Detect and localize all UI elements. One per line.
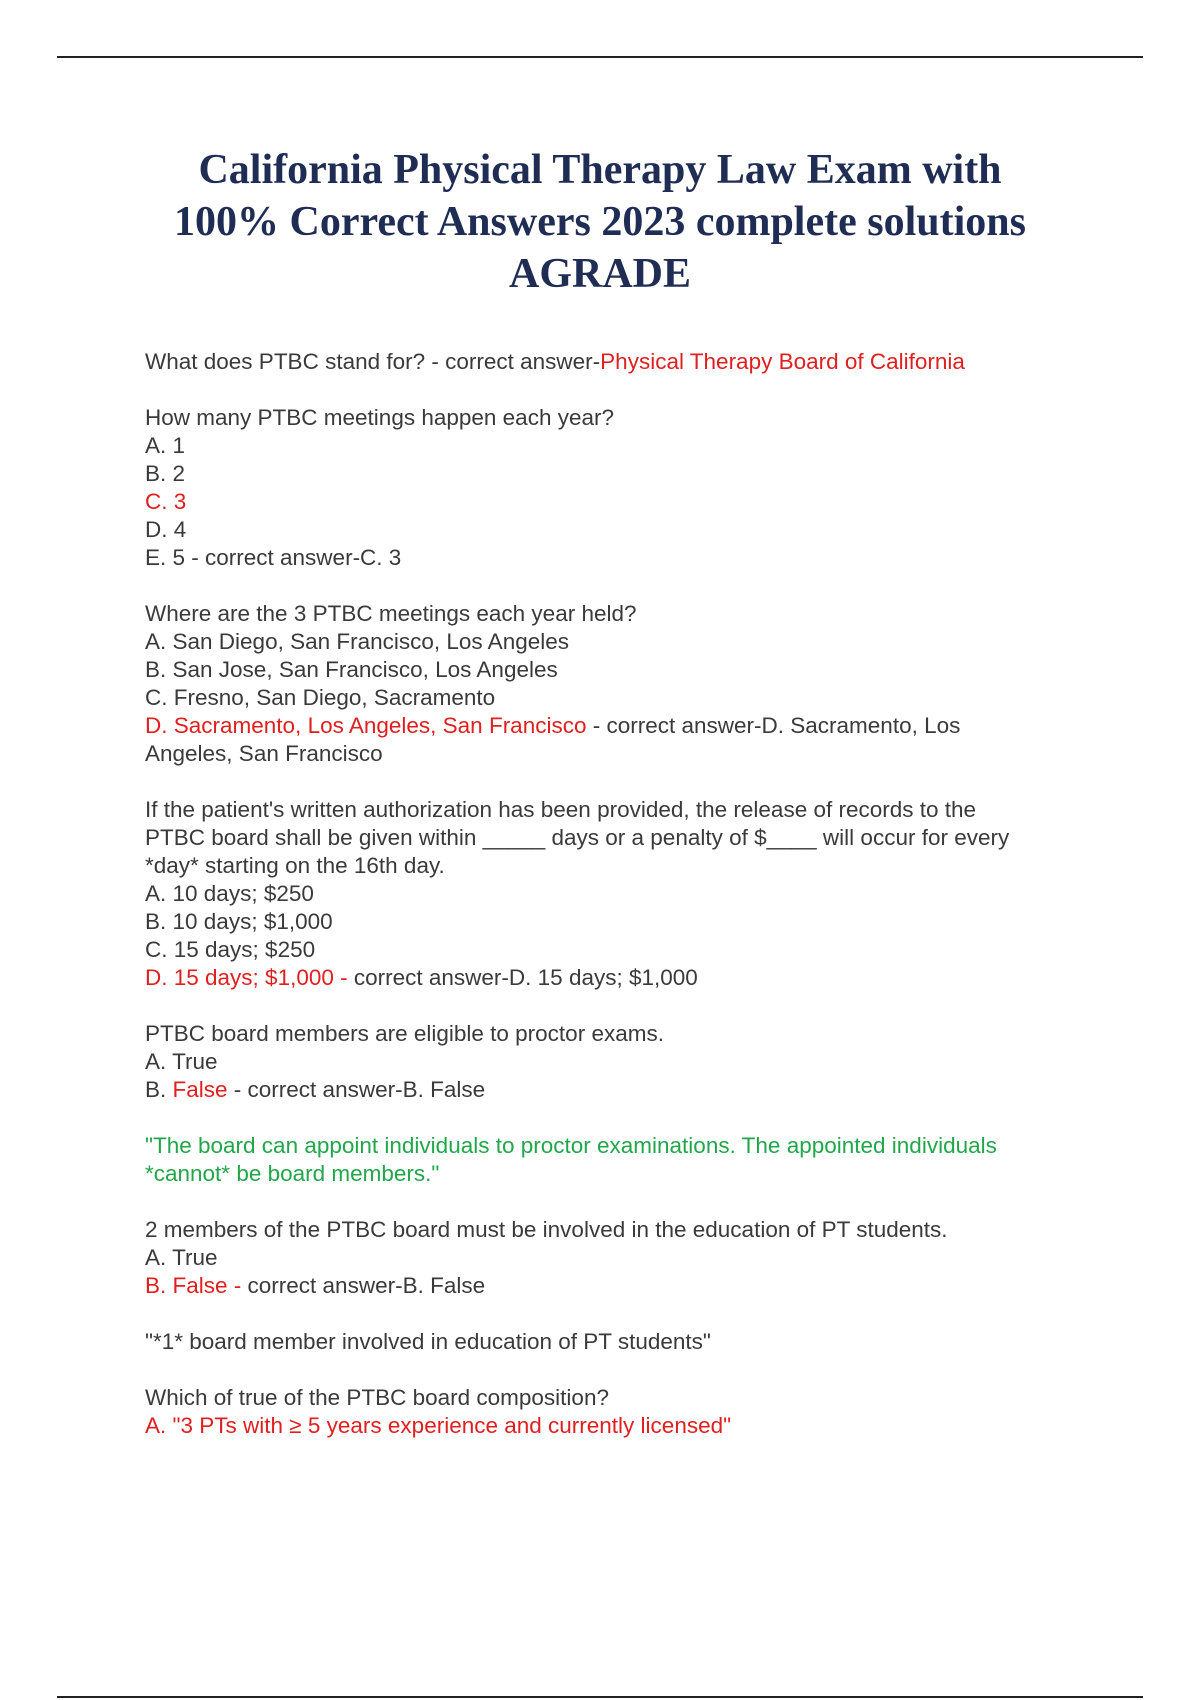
title-line-3: AGRADE [508, 251, 691, 297]
question-text: 2 members of the PTBC board must be involved in the education of PT students. [145, 1217, 948, 1242]
title-line-1: California Physical Therapy Law Exam with [198, 147, 1002, 193]
correct-option: C. 3 [145, 489, 187, 514]
question-block-3 [145, 600, 1085, 768]
option: A. San Diego, San Francisco, Los Angeles [145, 629, 569, 654]
answer-suffix: correct answer-B. False [241, 1273, 486, 1298]
question-text: PTBC board members are eligible to proctor exams. [145, 1021, 664, 1046]
option: A. True [145, 1245, 218, 1270]
question-text: How many PTBC meetings happen each year? [145, 405, 614, 430]
question-line [145, 348, 1085, 376]
note-line: *cannot* be board members." [145, 1161, 440, 1186]
qa-content [145, 348, 1085, 1468]
option: B. 2 [145, 461, 186, 486]
explanation-note-1 [145, 1132, 1085, 1188]
option: C. Fresno, San Diego, Sacramento [145, 685, 496, 710]
correct-option: False [172, 1077, 228, 1102]
answer-suffix: - correct answer-D. Sacramento, Los [586, 713, 961, 738]
option: A. 10 days; $250 [145, 881, 314, 906]
correct-option: B. False - [145, 1273, 242, 1298]
question-text-line: PTBC board shall be given within _____ days or a penalty of $____ will occur for every [145, 825, 1010, 850]
question-block-4 [145, 796, 1085, 992]
question-text: What does PTBC stand for? - correct answer- [145, 349, 601, 374]
correct-option: A. "3 PTs with ≥ 5 years experience and currently licensed" [145, 1413, 732, 1438]
answer-line [145, 1076, 1085, 1104]
answer-suffix: correct answer-D. 15 days; $1,000 [347, 965, 698, 990]
question-block-1 [145, 348, 1085, 376]
question-block-5 [145, 1020, 1085, 1104]
question-block-2 [145, 404, 1085, 572]
document-title [100, 144, 1100, 300]
answer-line [145, 1272, 1085, 1300]
top-rule [57, 56, 1143, 58]
bottom-rule [57, 1696, 1143, 1698]
question-block-7 [145, 1384, 1085, 1440]
answer-line [145, 964, 1085, 992]
explanation-note-2 [145, 1328, 1085, 1356]
option: A. True [145, 1049, 218, 1074]
note-line: "The board can appoint individuals to proctor examinations. The appointed individuals [145, 1133, 997, 1158]
note-line: "*1* board member involved in education of PT students" [145, 1329, 711, 1354]
answer-suffix-continued: Angeles, San Francisco [145, 741, 383, 766]
correct-option: D. Sacramento, Los Angeles, San Francisco [145, 713, 587, 738]
question-text: Where are the 3 PTBC meetings each year held? [145, 601, 637, 626]
question-text-line: If the patient's written authorization has been provided, the release of records to the [145, 797, 977, 822]
option-prefix: B. [145, 1077, 173, 1102]
option: B. San Jose, San Francisco, Los Angeles [145, 657, 558, 682]
option-with-answer: E. 5 - correct answer-C. 3 [145, 545, 402, 570]
answer-line [145, 712, 1085, 740]
title-line-2: 100% Correct Answers 2023 complete solutions [174, 199, 1026, 245]
question-block-6 [145, 1216, 1085, 1300]
option: B. 10 days; $1,000 [145, 909, 333, 934]
option: D. 4 [145, 517, 187, 542]
option: C. 15 days; $250 [145, 937, 316, 962]
correct-answer: Physical Therapy Board of California [600, 349, 965, 374]
question-text: Which of true of the PTBC board composition? [145, 1385, 609, 1410]
correct-option: D. 15 days; $1,000 - [145, 965, 348, 990]
answer-suffix: - correct answer-B. False [227, 1077, 486, 1102]
question-text-line: *day* starting on the 16th day. [145, 853, 445, 878]
option: A. 1 [145, 433, 186, 458]
